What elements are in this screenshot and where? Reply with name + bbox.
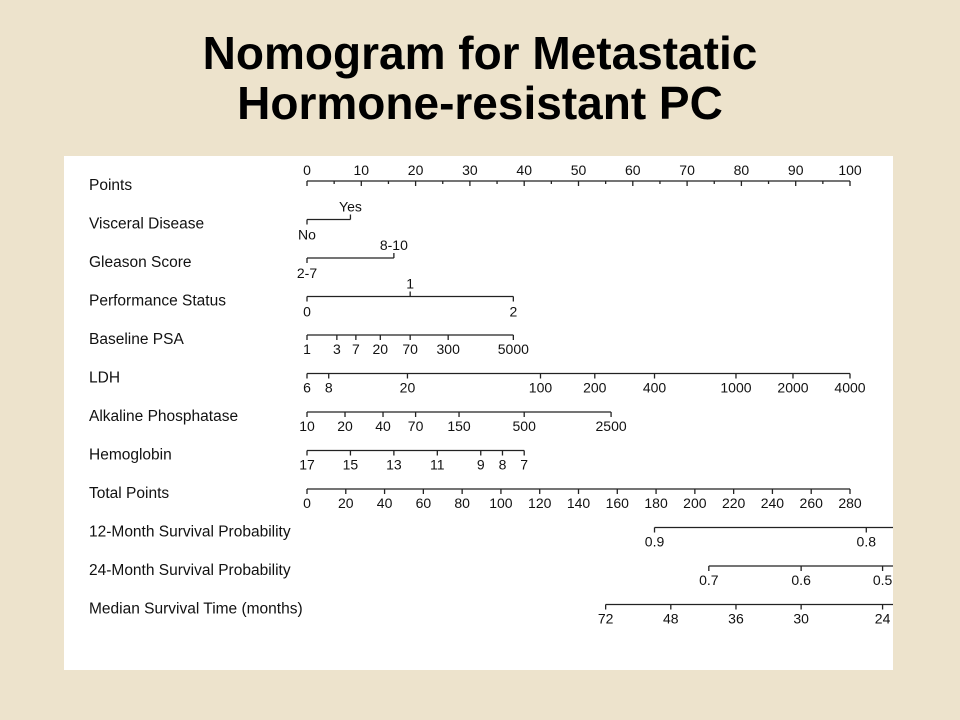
tick-label-baseline-psa: 5000 — [497, 341, 529, 357]
tick-label-visceral-disease: Yes — [339, 198, 362, 215]
tick-label-total-points: 40 — [376, 495, 393, 511]
row-label-24-month-survival-probability: 24-Month Survival Probability — [89, 562, 291, 579]
tick-label-performance-status: 2 — [509, 303, 518, 320]
tick-label-alkaline-phosphatase: 40 — [375, 418, 391, 434]
tick-label-24-month-survival-probability: 0.5 — [872, 572, 893, 588]
tick-label-ldh: 6 — [303, 379, 311, 396]
tick-label-hemoglobin: 9 — [476, 456, 485, 473]
tick-label-total-points: 0 — [303, 495, 311, 511]
tick-label-gleason-score: 8-10 — [379, 237, 408, 253]
tick-label-total-points: 200 — [683, 495, 707, 511]
row-label-visceral-disease: Visceral Disease — [89, 215, 205, 233]
row-label-baseline-psa: Baseline PSA — [89, 331, 184, 348]
tick-label-alkaline-phosphatase: 150 — [447, 418, 471, 434]
tick-label-points: 80 — [733, 162, 750, 178]
tick-label-baseline-psa: 70 — [402, 341, 418, 357]
tick-label-points: 90 — [787, 162, 804, 178]
tick-label-12-month-survival-probability: 0.8 — [856, 533, 877, 550]
tick-label-alkaline-phosphatase: 70 — [407, 418, 424, 434]
tick-label-alkaline-phosphatase: 500 — [512, 418, 536, 434]
row-label-gleason-score: Gleason Score — [89, 254, 192, 271]
tick-label-ldh: 2000 — [777, 379, 809, 396]
tick-label-ldh: 1000 — [720, 379, 752, 396]
tick-label-ldh: 20 — [399, 379, 416, 396]
tick-label-points: 70 — [679, 162, 695, 178]
tick-label-gleason-score: 2-7 — [296, 265, 318, 281]
tick-label-ldh: 400 — [642, 379, 667, 396]
tick-label-points: 20 — [407, 162, 424, 178]
nomogram-panel — [64, 156, 893, 670]
tick-label-points: 30 — [462, 162, 478, 178]
tick-label-total-points: 120 — [528, 495, 552, 511]
tick-label-points: 40 — [516, 162, 532, 178]
tick-label-hemoglobin: 11 — [430, 456, 445, 473]
tick-label-24-month-survival-probability: 0.6 — [791, 572, 811, 588]
row-label-12-month-survival-probability: 12-Month Survival Probability — [89, 523, 291, 541]
tick-label-median-survival-time-months: 30 — [793, 610, 809, 627]
tick-label-total-points: 260 — [799, 495, 823, 511]
tick-label-total-points: 60 — [415, 495, 432, 511]
tick-label-ldh: 8 — [324, 379, 333, 396]
tick-label-total-points: 100 — [489, 495, 513, 511]
row-label-ldh: LDH — [89, 369, 121, 387]
row-label-alkaline-phosphatase: Alkaline Phosphatase — [89, 408, 239, 425]
tick-label-ldh: 200 — [583, 379, 607, 396]
tick-label-points: 50 — [570, 162, 587, 178]
tick-label-alkaline-phosphatase: 10 — [299, 418, 315, 434]
tick-label-hemoglobin: 7 — [520, 456, 529, 473]
tick-label-baseline-psa: 7 — [351, 341, 360, 357]
tick-label-ldh: 100 — [528, 379, 553, 396]
tick-label-hemoglobin: 8 — [498, 456, 507, 473]
tick-label-12-month-survival-probability: 0.9 — [644, 533, 665, 550]
row-label-points: Points — [89, 177, 133, 194]
slide-title-line-2: Hormone-resistant PC — [237, 77, 723, 129]
tick-label-ldh: 4000 — [834, 379, 866, 396]
tick-label-24-month-survival-probability: 0.7 — [699, 572, 719, 588]
tick-label-hemoglobin: 13 — [386, 456, 402, 473]
tick-label-median-survival-time-months: 72 — [597, 610, 614, 627]
row-label-performance-status: Performance Status — [89, 292, 226, 310]
nomogram-chart — [64, 156, 893, 670]
tick-label-total-points: 180 — [644, 495, 668, 511]
tick-label-baseline-psa: 3 — [332, 341, 341, 357]
tick-label-hemoglobin: 15 — [342, 456, 359, 473]
tick-label-baseline-psa: 300 — [436, 341, 460, 357]
tick-label-visceral-disease: No — [298, 226, 316, 243]
tick-label-median-survival-time-months: 36 — [728, 610, 744, 627]
row-label-total-points: Total Points — [89, 485, 170, 502]
tick-label-points: 100 — [838, 162, 862, 178]
tick-label-baseline-psa: 1 — [303, 341, 311, 357]
tick-label-median-survival-time-months: 24 — [874, 610, 891, 627]
tick-label-total-points: 280 — [838, 495, 862, 511]
slide-title-line-1: Nomogram for Metastatic — [202, 27, 758, 79]
row-label-median-survival-time-months: Median Survival Time (months) — [89, 600, 303, 618]
tick-label-performance-status: 0 — [303, 303, 311, 320]
tick-label-total-points: 220 — [721, 495, 746, 511]
slide-title — [0, 28, 960, 128]
tick-label-hemoglobin: 17 — [299, 456, 315, 473]
tick-label-total-points: 140 — [566, 495, 591, 511]
tick-label-points: 0 — [303, 162, 311, 178]
tick-label-performance-status: 1 — [406, 275, 415, 292]
tick-label-total-points: 80 — [454, 495, 470, 511]
tick-label-points: 10 — [353, 162, 370, 178]
tick-label-points: 60 — [625, 162, 641, 178]
tick-label-baseline-psa: 20 — [372, 341, 389, 357]
tick-label-median-survival-time-months: 48 — [663, 610, 679, 627]
tick-label-alkaline-phosphatase: 2500 — [595, 418, 627, 434]
tick-label-total-points: 20 — [337, 495, 354, 511]
row-label-hemoglobin: Hemoglobin — [89, 446, 172, 464]
tick-label-total-points: 240 — [760, 495, 785, 511]
tick-label-alkaline-phosphatase: 20 — [337, 418, 353, 434]
tick-label-total-points: 160 — [605, 495, 629, 511]
